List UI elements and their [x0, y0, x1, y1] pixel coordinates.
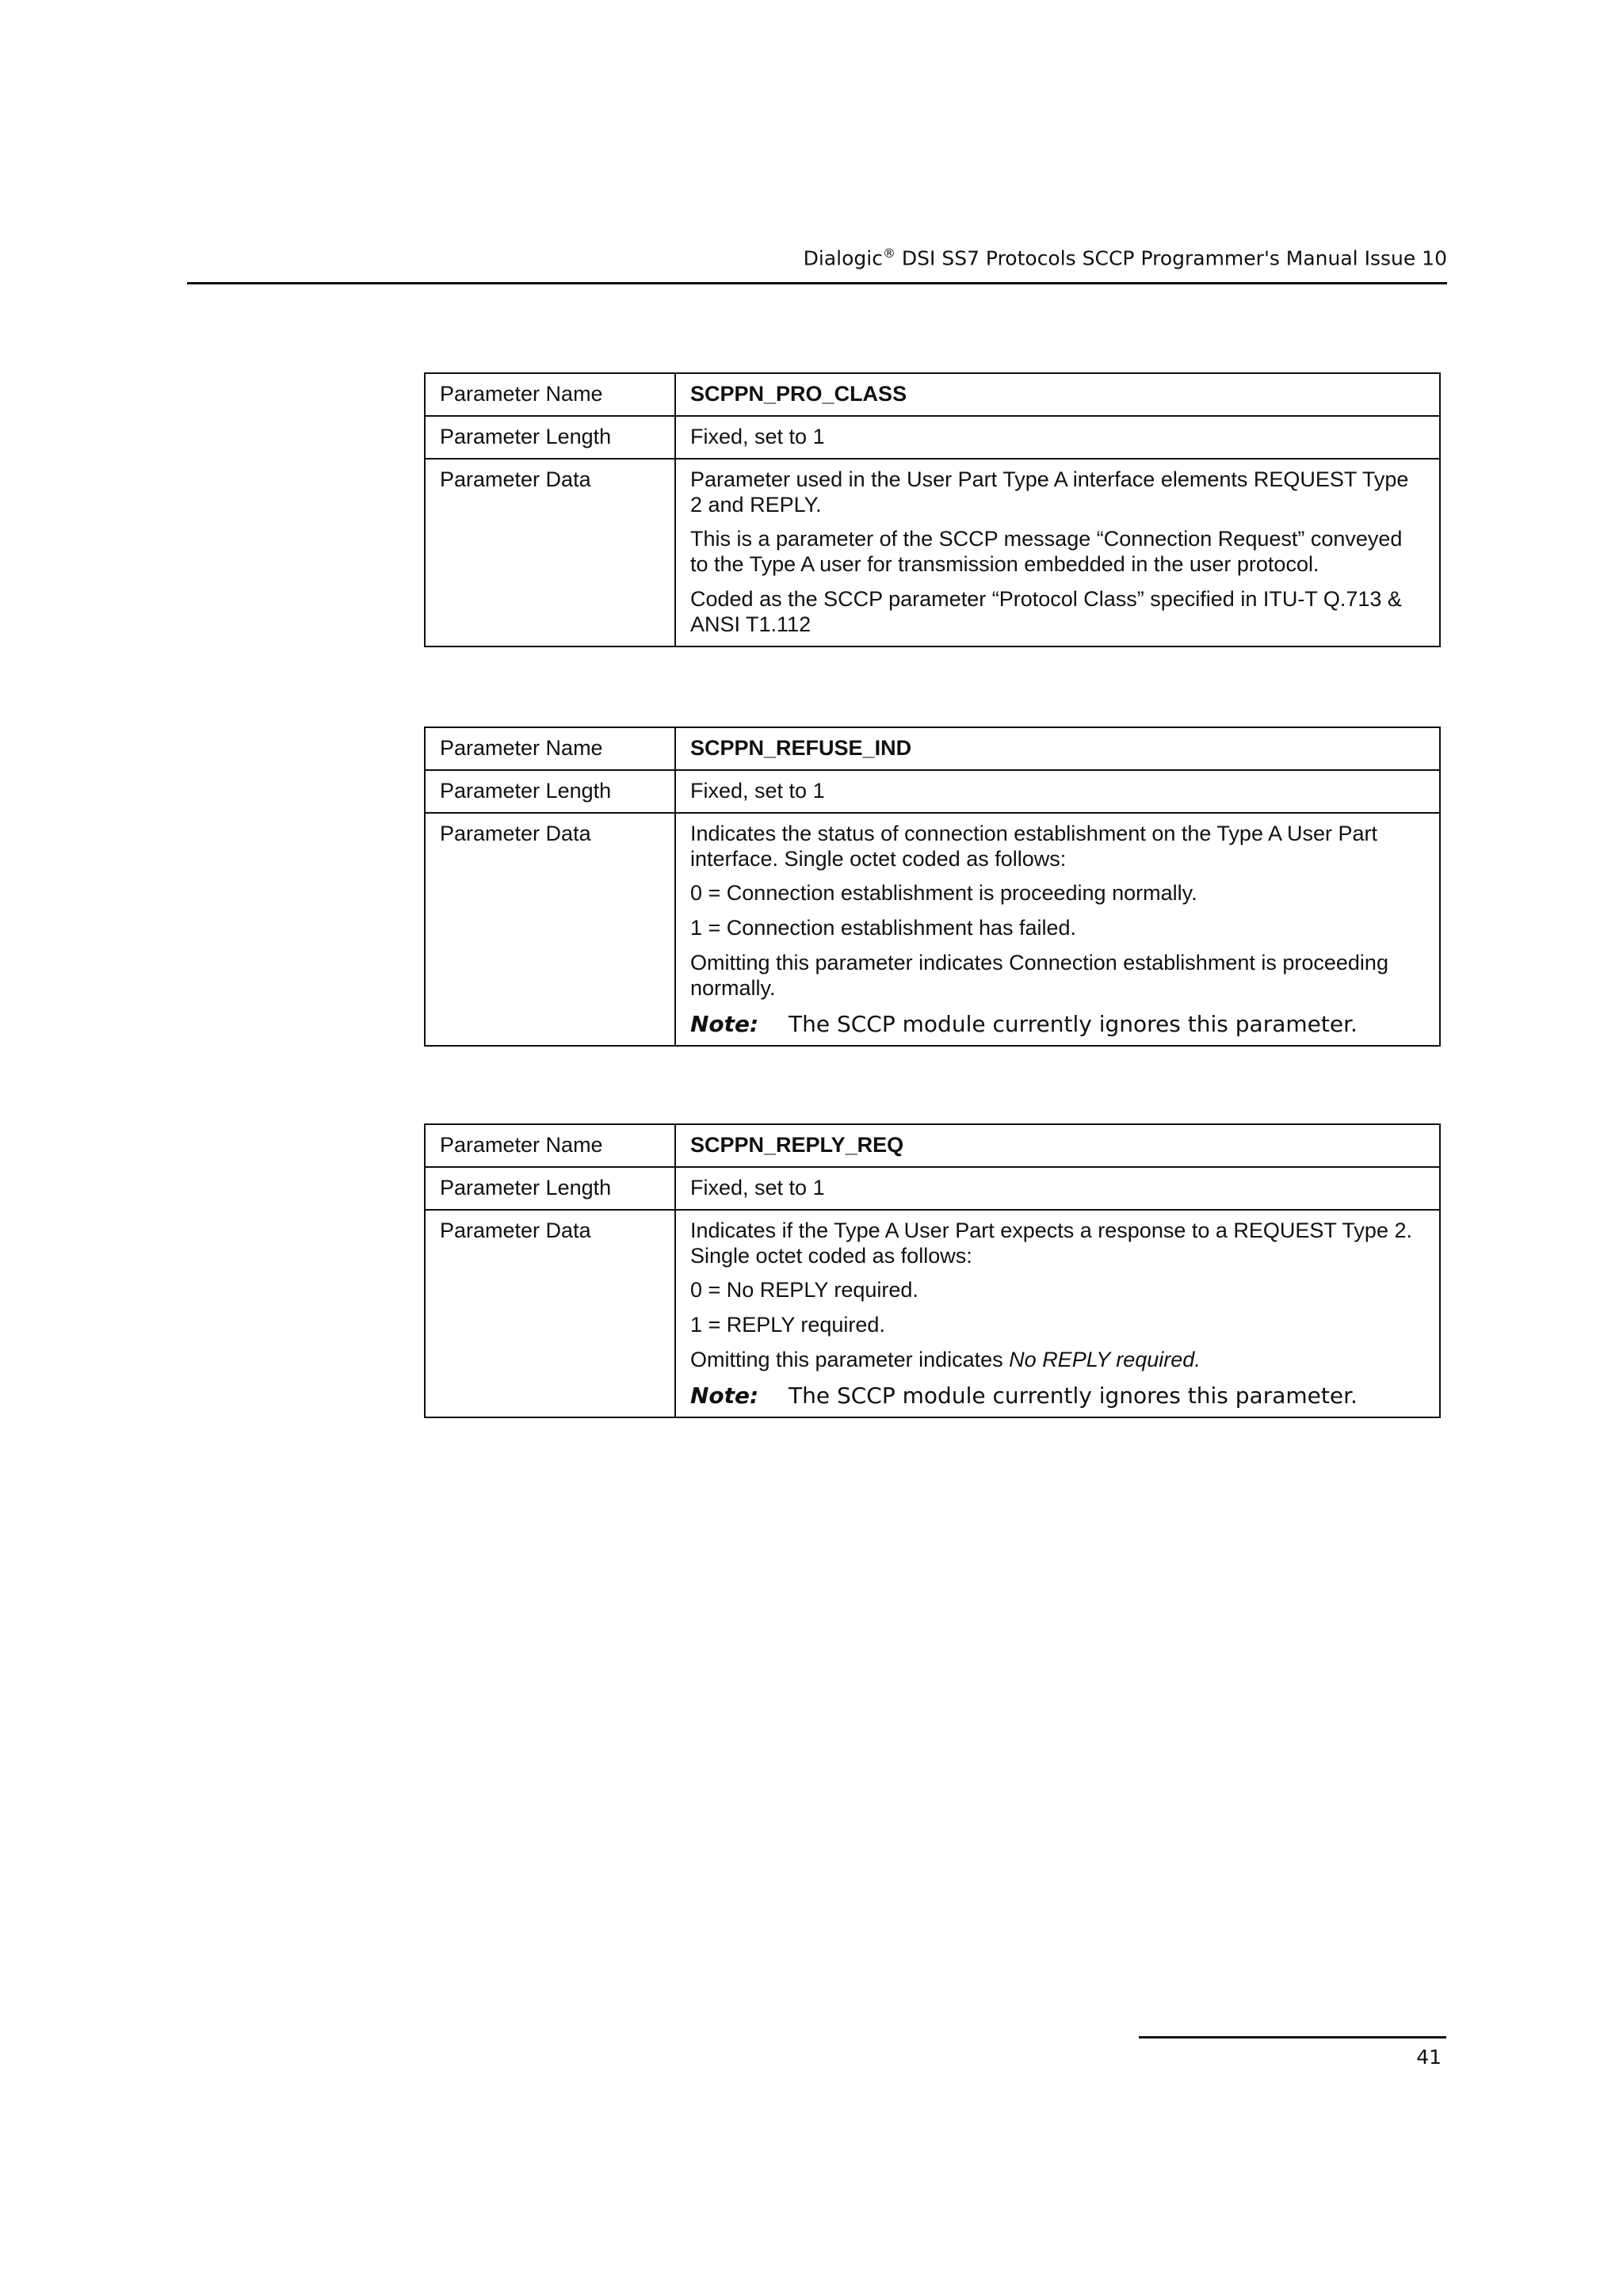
table-row [425, 459, 1440, 646]
parameter-length: Fixed, set to 1 [675, 416, 1440, 459]
name-label: Parameter Name [425, 373, 675, 416]
table-row [425, 416, 1440, 459]
data-paragraph: Coded as the SCCP parameter “Protocol Class” specified in ITU-T Q.713 & ANSI T1.112 [690, 587, 1402, 637]
length-label: Parameter Length [425, 1167, 675, 1210]
data-paragraph: 0 = Connection establishment is proceeding normally. [690, 881, 1197, 906]
data-paragraph: This is a parameter of the SCCP message “Connection Request” conveyed to the Type A user for transmission embedded in the user protocol. [690, 527, 1403, 577]
parameter-table-pro-class [424, 372, 1441, 647]
data-paragraph: Parameter used in the User Part Type A interface elements REQUEST Type 2 and REPLY. [690, 467, 1409, 517]
note [690, 1383, 1425, 1409]
parameter-length: Fixed, set to 1 [675, 1167, 1440, 1210]
note-label: Note: [690, 1383, 759, 1409]
omit-prefix: Omitting this parameter indicates [690, 1348, 1010, 1372]
parameter-data [675, 813, 1440, 1046]
parameter-name: SCPPN_REFUSE_IND [675, 727, 1440, 770]
footer-rule [1139, 2036, 1446, 2039]
data-paragraph: 1 = Connection establishment has failed. [690, 916, 1077, 940]
note-label: Note: [690, 1010, 759, 1037]
note-text: The SCCP module currently ignores this parameter. [789, 1010, 1358, 1037]
note-text: The SCCP module currently ignores this parameter. [789, 1383, 1358, 1409]
length-label: Parameter Length [425, 416, 675, 459]
parameter-name: SCPPN_PRO_CLASS [675, 373, 1440, 416]
parameter-name: SCPPN_REPLY_REQ [675, 1124, 1440, 1167]
page-number: 41 [1416, 2046, 1442, 2069]
data-label: Parameter Data [425, 1210, 675, 1417]
length-label: Parameter Length [425, 770, 675, 813]
header-title: DSI SS7 Protocols SCCP Programmer's Manual Issue 10 [895, 246, 1447, 270]
header-rule [187, 282, 1447, 284]
table-row [425, 1167, 1440, 1210]
data-paragraph-omit [690, 1348, 1425, 1373]
omit-italic: No REPLY required. [1009, 1348, 1201, 1372]
parameter-data [675, 459, 1440, 646]
data-paragraph: Indicates the status of connection establishment on the Type A User Part interface. Single octet coded as follows: [690, 821, 1378, 871]
table-row [425, 770, 1440, 813]
data-paragraph: 1 = REPLY required. [690, 1313, 885, 1337]
table-row [425, 1124, 1440, 1167]
table-row [425, 373, 1440, 416]
data-label: Parameter Data [425, 459, 675, 646]
table-row [425, 727, 1440, 770]
note [690, 1011, 1425, 1037]
name-label: Parameter Name [425, 1124, 675, 1167]
data-paragraph: Omitting this parameter indicates Connection establishment is proceeding normally. [690, 951, 1388, 1001]
data-paragraph: 0 = No REPLY required. [690, 1278, 918, 1302]
running-header [187, 246, 1447, 269]
table-row [425, 1210, 1440, 1417]
parameter-length: Fixed, set to 1 [675, 770, 1440, 813]
parameter-table-refuse-ind [424, 727, 1441, 1047]
parameter-table-reply-req [424, 1123, 1441, 1418]
table-row [425, 813, 1440, 1046]
name-label: Parameter Name [425, 727, 675, 770]
header-brand: Dialogic [803, 246, 883, 270]
registered-mark: ® [882, 246, 896, 261]
parameter-data [675, 1210, 1440, 1417]
data-paragraph: Indicates if the Type A User Part expects a response to a REQUEST Type 2. Single octet coded as follows: [690, 1218, 1412, 1268]
data-label: Parameter Data [425, 813, 675, 1046]
